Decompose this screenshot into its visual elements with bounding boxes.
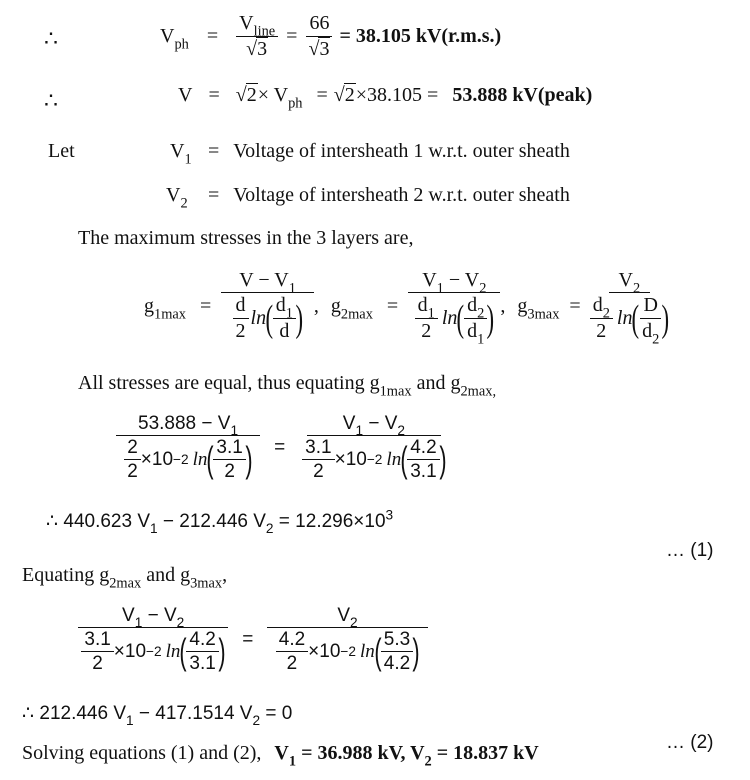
v-peak-result: 53.888 kV(peak) xyxy=(452,84,593,106)
eq2-right-fraction: $V_2$ $\frac{4.2}{2}$ ×10 −2 ln ( $\frac{5.3}{4.2}$ ) xyxy=(267,605,427,676)
v2-definition xyxy=(166,184,570,212)
sqrt2-vph: $√2\times V_{ph}$ xyxy=(235,84,303,112)
equation-tag-1: … (1) xyxy=(666,540,714,561)
result-equation-2: ∴ 212.446 $V_1 - 417.1514$ $V_2 = 0$ xyxy=(22,703,293,729)
g3max-fraction: $V_2$ $\frac{d_2}{2}$ ln ( $\frac{D}{d_2}$ ) xyxy=(587,269,672,343)
eq1-right-fraction: $V_1 - V_2$ $\frac{3.1}{2}$ ×10 −2 ln ( $\frac{4.2}{3.1}$ ) xyxy=(299,413,448,484)
v-peak-equation xyxy=(178,84,593,112)
solution-values: $V_1 = 36.988$ kV, $V_2 = 18.837$ kV xyxy=(274,742,539,770)
equation-g2-g3 xyxy=(78,594,428,686)
v2-description: Voltage of intersheath 2 w.r.t. outer sheath xyxy=(233,184,570,206)
result-equation-1: ∴ 440.623 $V_1 - 212.446$ $V_2 = 12.296\times 10^3$ xyxy=(46,507,394,537)
therefore-symbol: ∴ xyxy=(44,88,58,113)
solving-statement: Solving equations (1) and (2), $V_1 = 36.988$ kV, $V_2 = 18.837$ kV xyxy=(22,742,539,770)
equate-g2-g3-text: Equating $g_{2max}$ and $g_{3max}$, xyxy=(22,564,228,592)
v-label: V xyxy=(178,84,193,106)
equals-sign: = xyxy=(199,294,212,317)
vph-equation xyxy=(160,6,501,66)
vph-label: $V_{ph}$ xyxy=(160,24,189,52)
66-over-sqrt3: $\frac{66}{√3}$ xyxy=(305,12,333,61)
v2-symbol: $V_2$ xyxy=(166,184,188,212)
v1-description: Voltage of intersheath 1 w.r.t. outer sheath xyxy=(233,140,570,162)
equals-sign: = xyxy=(208,84,220,106)
comma: , xyxy=(500,294,506,317)
vph-result: = 38.105 kV(r.m.s.) xyxy=(339,24,502,47)
v1-symbol: $V_1$ xyxy=(170,140,192,168)
g1max-fraction: $V - V_1$ $\frac{d}{2}$ ln ( $\frac{d_1}{d}$ ) xyxy=(221,269,314,343)
equals-sign: = xyxy=(569,294,581,317)
eq2-left-fraction: $V_1 - V_2$ $\frac{3.1}{2}$ ×10 −2 ln ( $\frac{4.2}{3.1}$ ) xyxy=(78,605,228,676)
equals-sign: = xyxy=(242,629,254,650)
equals-sign: = xyxy=(386,294,399,317)
sqrt2-times-value: √2×38.105 = xyxy=(333,84,439,106)
v1-definition xyxy=(170,140,570,168)
equals-sign: = xyxy=(206,24,219,47)
g1max-label: $g_{1max}$ xyxy=(144,294,186,322)
stress-formulas xyxy=(144,258,672,354)
equals-sign: = xyxy=(208,140,220,162)
equals-sign: = xyxy=(286,24,298,47)
g2max-label: $g_{2max}$ xyxy=(330,294,373,322)
equals-sign: = xyxy=(208,184,220,206)
therefore-symbol: ∴ xyxy=(44,26,58,51)
equals-sign: = xyxy=(274,437,286,458)
g2max-fraction: $V_1 - V_2$ $\frac{d_1}{2}$ ln ( $\frac{d_2}{d_1}$ ) xyxy=(408,269,500,343)
eq1-left-fraction: $53.888 - V_1$ $\frac{2}{2}$ ×10 −2 ln ( $\frac{3.1}{2}$ ) xyxy=(116,413,260,484)
equate-g1-g2-text: All stresses are equal, thus equating $g_{1max}$ and $g_{2max,}$ xyxy=(78,372,497,400)
equation-g1-g2 xyxy=(116,402,449,494)
stress-intro: The maximum stresses in the 3 layers are, xyxy=(78,227,414,249)
equation-tag-2: … (2) xyxy=(666,732,714,753)
comma: , xyxy=(313,294,319,317)
equals-sign: = xyxy=(316,84,328,106)
g3max-label: $g_{3max}$ xyxy=(517,294,560,322)
let-label: Let xyxy=(48,140,75,162)
vline-over-sqrt3: $\frac{V_{line}}{√3}$ xyxy=(236,12,278,61)
